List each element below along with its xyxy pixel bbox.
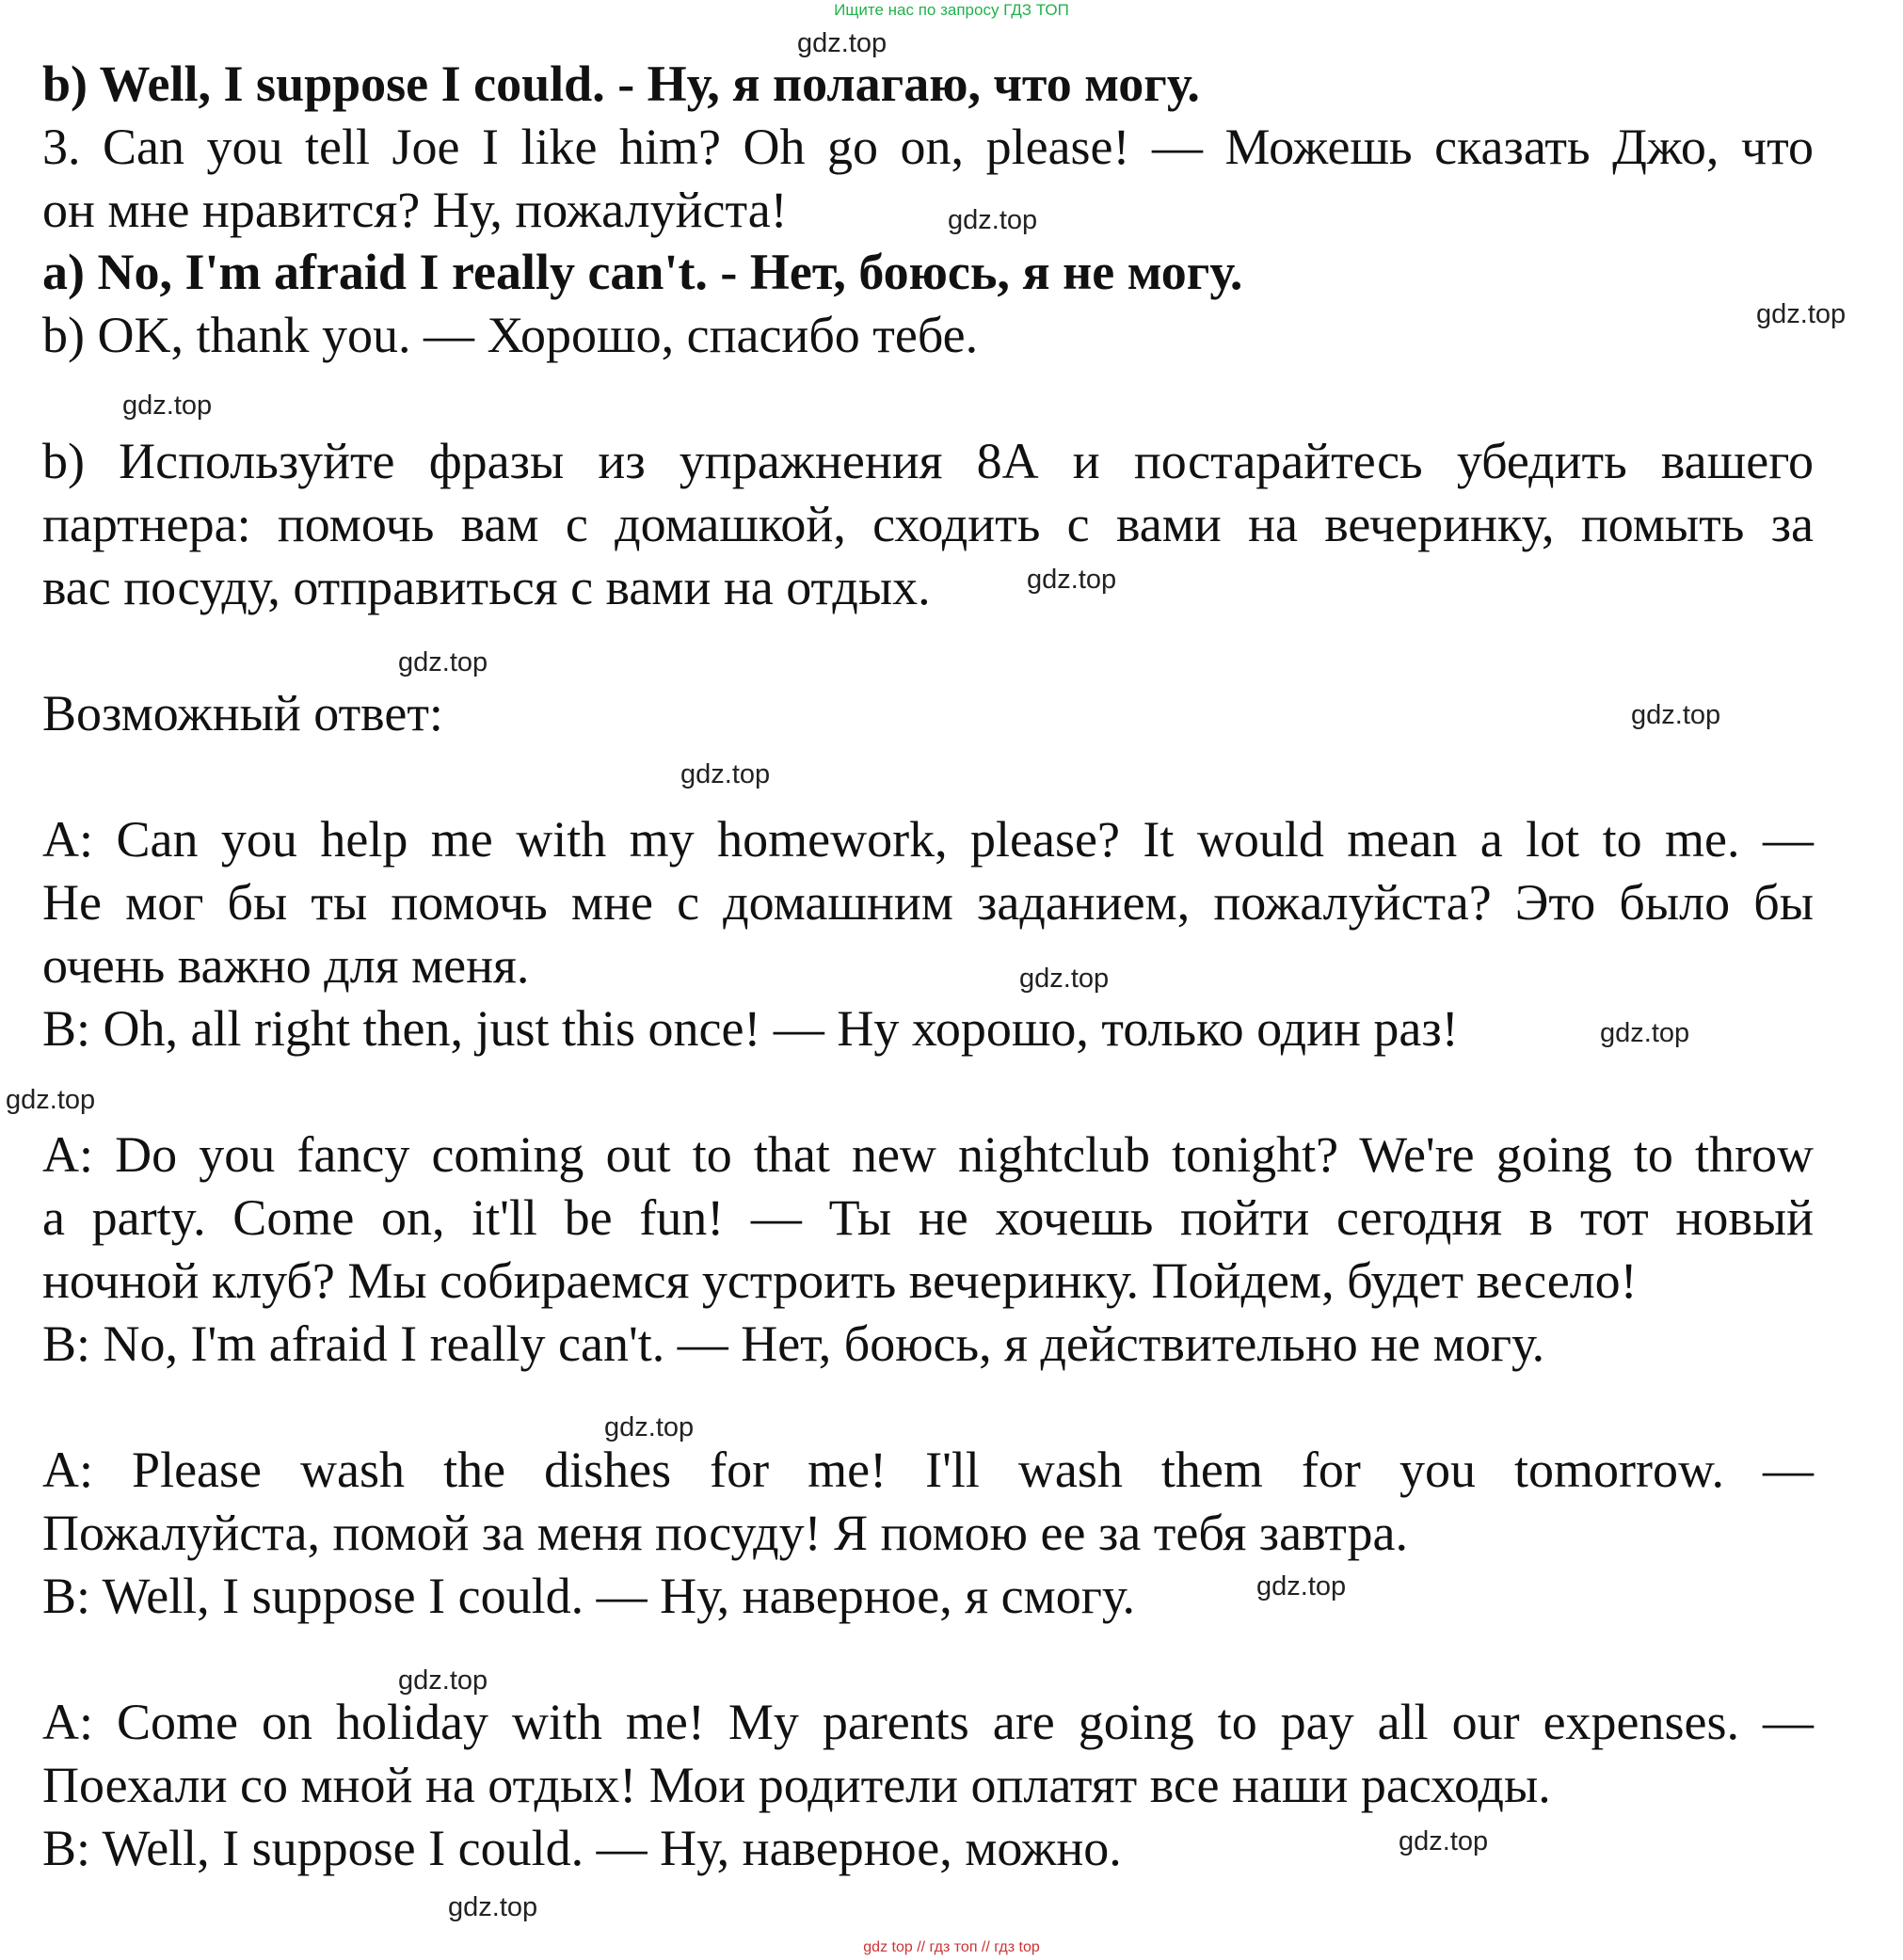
watermark: gdz.top bbox=[122, 390, 213, 421]
question-3-line-2: он мне нравится? Ну, пожалуйста! bbox=[42, 182, 788, 238]
watermark: gdz.top bbox=[1027, 565, 1117, 595]
possible-answer-heading: Возможный ответ: bbox=[42, 685, 443, 741]
task-b-line-1: b) Используйте фразы из упражнения 8А и постарайтесь убедить вашего bbox=[42, 433, 1814, 489]
watermark: gdz.top bbox=[1256, 1571, 1347, 1601]
dialog-3-a-line-1: A: Please wash the dishes for me! I'll wash them for you tomorrow. — bbox=[42, 1442, 1814, 1498]
watermark: gdz.top bbox=[604, 1412, 695, 1442]
answer-line-a-afraid: a) No, I'm afraid I really can't. - Нет, боюсь, я не могу. bbox=[42, 244, 1243, 300]
dialog-4-a-line-2: Поехали со мной на отдых! Мои родители оплатят все наши расходы. bbox=[42, 1757, 1551, 1813]
dialog-1-b: B: Oh, all right then, just this once! — Ну хорошо, только один раз! bbox=[42, 1000, 1459, 1057]
search-banner[interactable]: Ищите нас по запросу ГДЗ ТОП bbox=[834, 1, 1069, 19]
watermark: gdz.top bbox=[1600, 1018, 1690, 1048]
dialog-3-b: B: Well, I suppose I could. — Ну, наверное, я смогу. bbox=[42, 1568, 1135, 1624]
answer-line-b-suppose: b) Well, I suppose I could. - Ну, я полагаю, что могу. bbox=[42, 56, 1200, 112]
dialog-4-a-line-1: A: Come on holiday with me! My parents are going to pay all our expenses. — bbox=[42, 1694, 1814, 1750]
dialog-2-a-line-3: ночной клуб? Мы собираемся устроить вечеринку. Пойдем, будет весело! bbox=[42, 1252, 1638, 1309]
task-b-line-2: партнера: помочь вам с домашкой, сходить с вами на вечеринку, помыть за bbox=[42, 496, 1814, 552]
watermark: gdz.top bbox=[1399, 1826, 1489, 1856]
dialog-1-a-line-1: A: Can you help me with my homework, please? It would mean a lot to me. — bbox=[42, 811, 1814, 868]
watermark: gdz.top bbox=[398, 1665, 488, 1696]
watermark: gdz.top bbox=[398, 647, 488, 677]
watermark: gdz.top bbox=[1019, 964, 1110, 994]
task-b-line-3: вас посуду, отправиться с вами на отдых. bbox=[42, 559, 931, 615]
watermark: gdz.top bbox=[448, 1892, 538, 1922]
dialog-2-a-line-1: A: Do you fancy coming out to that new nightclub tonight? We're going to throw bbox=[42, 1126, 1814, 1183]
dialog-3-a-line-2: Пожалуйста, помой за меня посуду! Я помою ее за тебя завтра. bbox=[42, 1505, 1408, 1561]
footer-watermark: gdz top // гдз топ // гдз top bbox=[863, 1939, 1040, 1955]
watermark: gdz.top bbox=[1631, 700, 1721, 730]
answer-line-b-ok: b) OK, thank you. — Хорошо, спасибо тебе. bbox=[42, 307, 979, 363]
watermark: gdz.top bbox=[797, 28, 888, 58]
question-3-line-1: 3. Can you tell Joe I like him? Oh go on, please! — Можешь сказать Джо, что bbox=[42, 119, 1814, 175]
dialog-2-b: B: No, I'm afraid I really can't. — Нет, боюсь, я действительно не могу. bbox=[42, 1315, 1545, 1372]
dialog-1-a-line-2: Не мог бы ты помочь мне с домашним заданием, пожалуйста? Это было бы bbox=[42, 874, 1814, 931]
watermark: gdz.top bbox=[680, 759, 771, 789]
watermark: gdz.top bbox=[1756, 299, 1847, 329]
watermark: gdz.top bbox=[6, 1085, 96, 1115]
dialog-1-a-line-3: очень важно для меня. bbox=[42, 937, 530, 994]
dialog-2-a-line-2: a party. Come on, it'll be fun! — Ты не хочешь пойти сегодня в тот новый bbox=[42, 1189, 1814, 1246]
watermark: gdz.top bbox=[948, 205, 1038, 235]
dialog-4-b: B: Well, I suppose I could. — Ну, наверное, можно. bbox=[42, 1820, 1122, 1876]
